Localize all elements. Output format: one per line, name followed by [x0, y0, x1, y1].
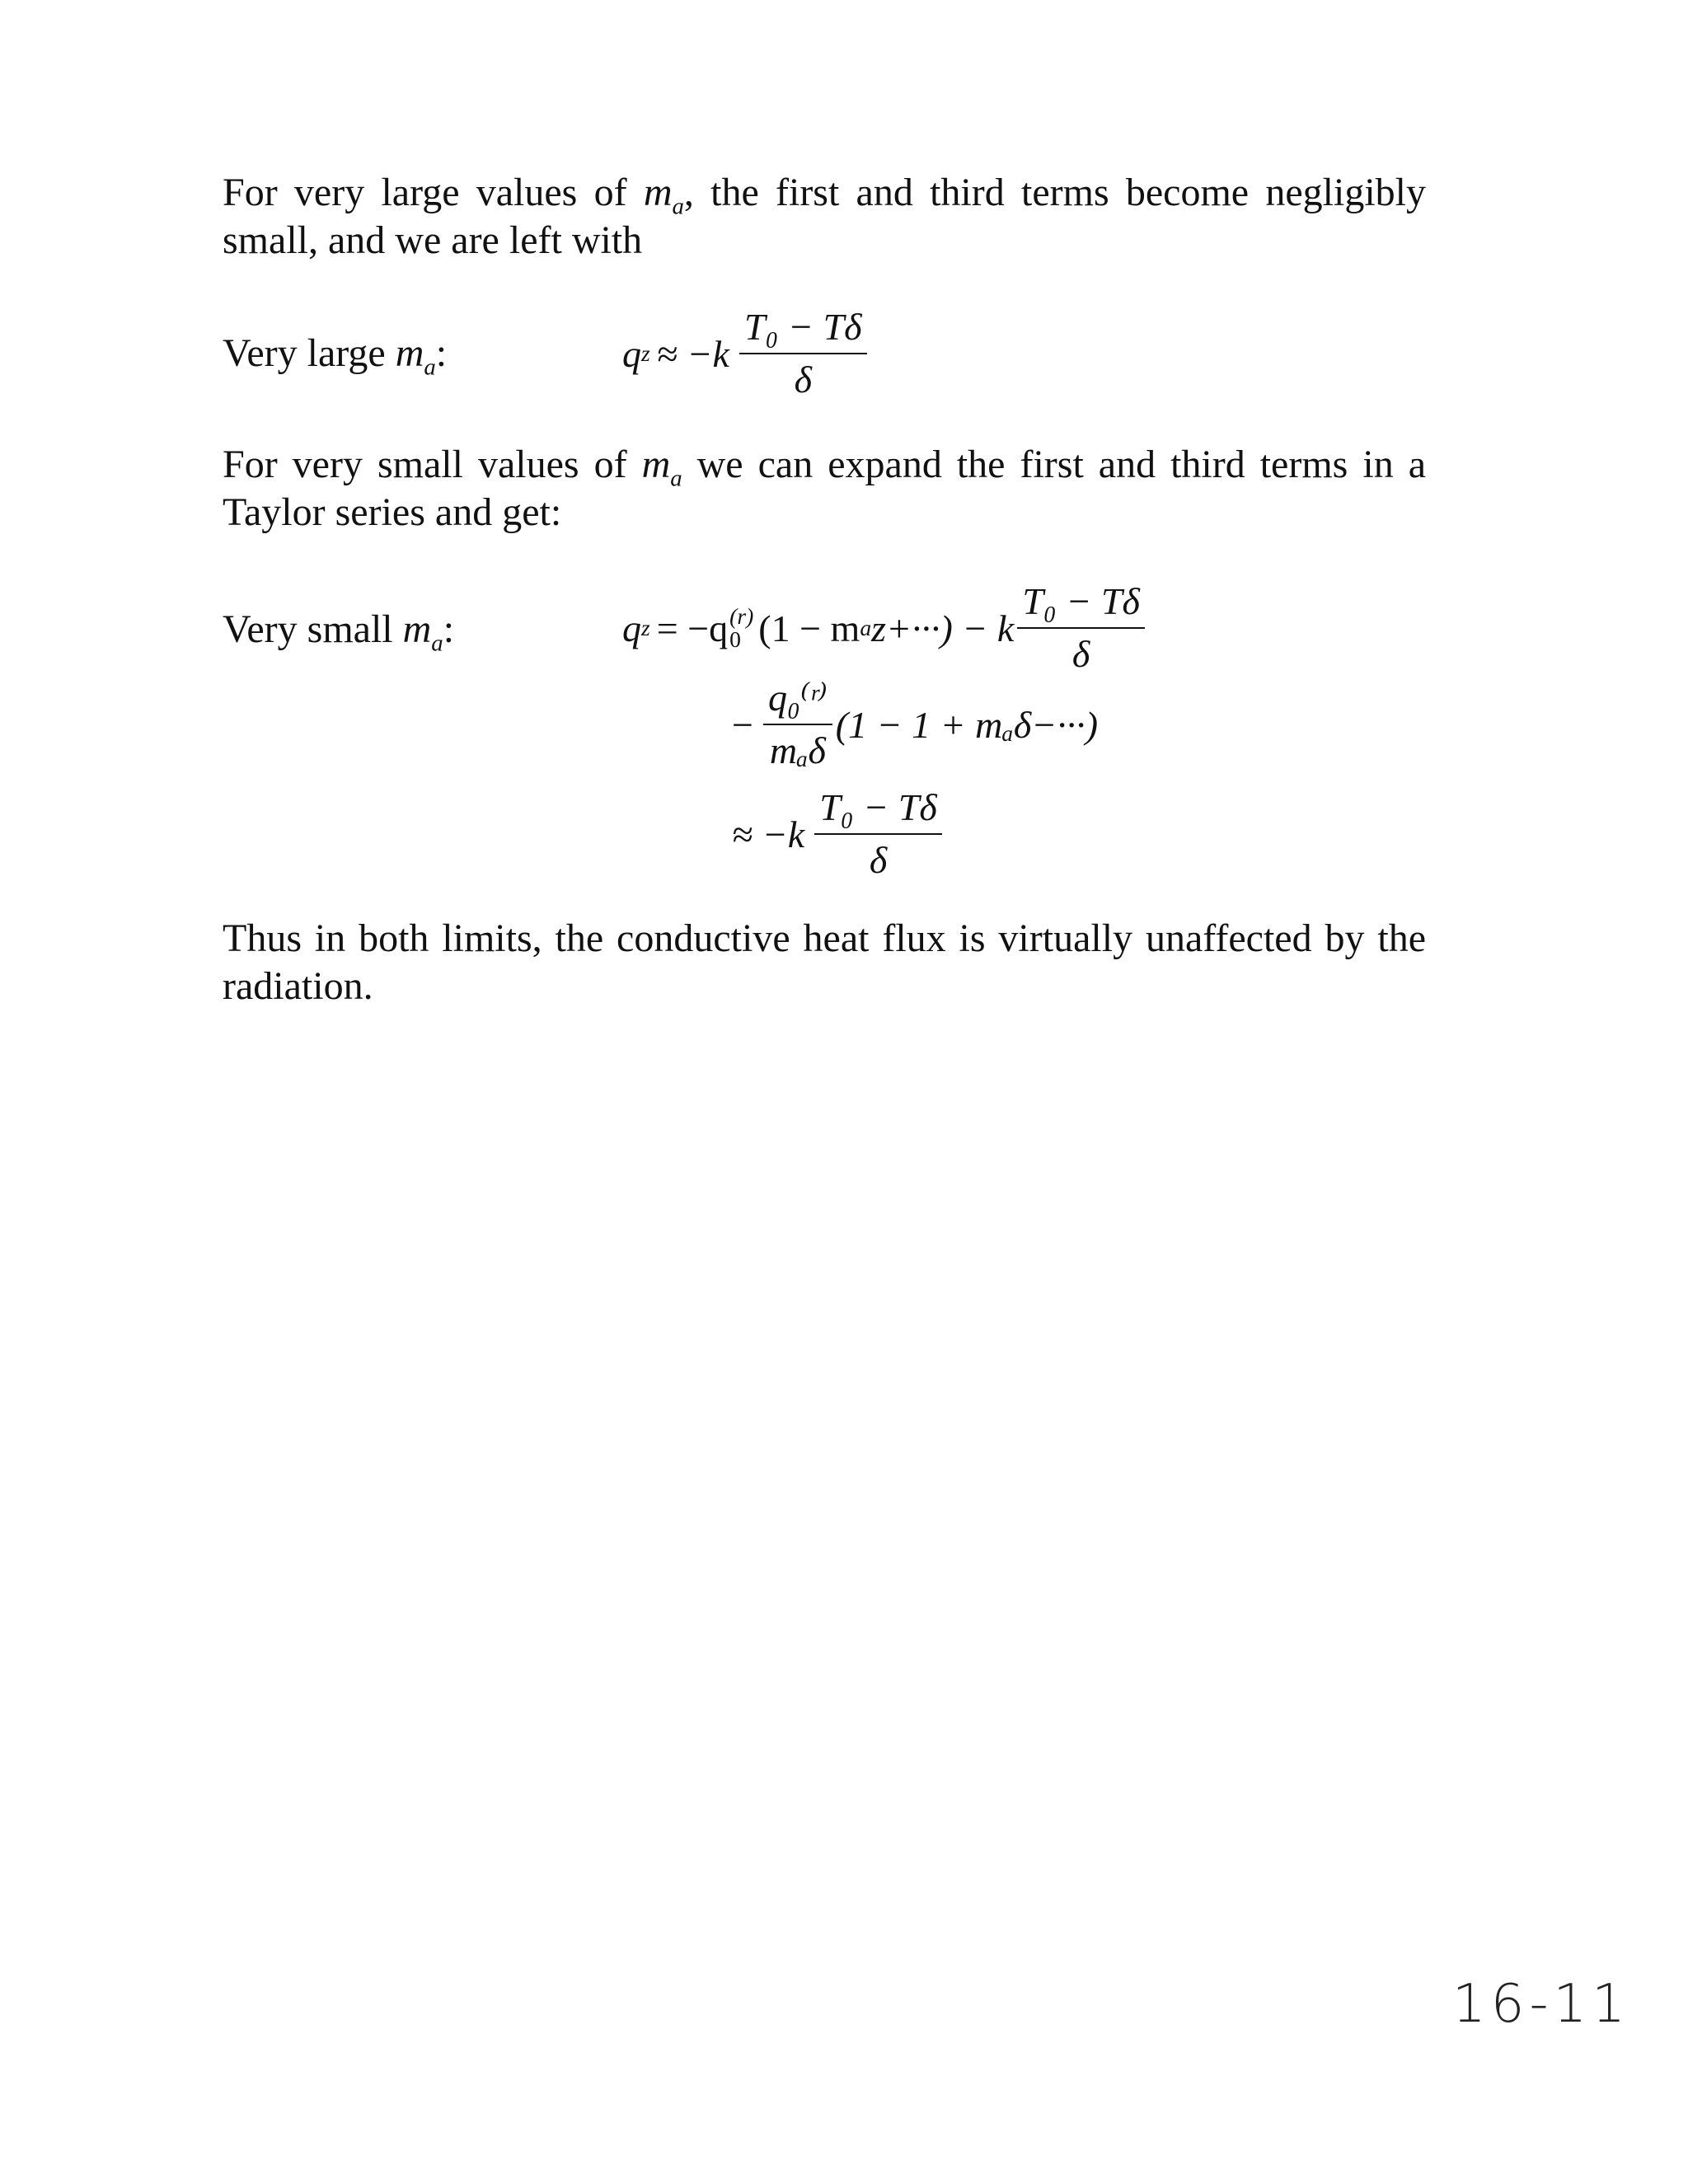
equation-small-line1: q z = −q (r) 0 (1 − m a z+···) − k $\frac{\text{T₀ − Tδ}}{\delta}$	[622, 581, 1148, 675]
eq-small-numerator1: T₀ − Tδ	[1017, 581, 1145, 629]
eq-small-denominator3: δ	[869, 839, 888, 881]
label-small-var: m	[402, 607, 432, 651]
eq-small-fraction1	[1017, 581, 1145, 675]
label-large-sub: a	[424, 354, 436, 381]
equation-small-line2	[725, 677, 1098, 771]
eq-small-term1-indices	[729, 605, 753, 650]
eq-small-lhs: q	[622, 607, 641, 649]
var-m: m	[643, 171, 673, 214]
para2-text-after: we can expand the first and third terms in a Taylor series and get:	[223, 443, 1426, 534]
eq-small-denominator1: δ	[1071, 633, 1090, 675]
para2-text-before: For very small values of	[223, 443, 642, 486]
eq-small-numerator3: T₀ − Tδ	[814, 787, 942, 835]
paragraph-large-ma	[223, 169, 1426, 265]
eq-large-numerator: T₀ − Tδ	[739, 307, 867, 354]
eq-small-paren2: (1 − 1 + mₐδ−···)	[835, 703, 1099, 746]
eq-small-term2: z+···) − k	[871, 607, 1015, 649]
label-very-small	[223, 606, 455, 657]
eq-small-fraction2	[763, 677, 832, 771]
eq-large-lhs: q	[622, 332, 641, 375]
eq-small-minus: −	[732, 703, 753, 746]
equation-large-ma: q z ≈ −k $\frac{\text{T₀ − Tδ}}{\delta}$	[622, 307, 870, 401]
label-large-var: m	[395, 331, 424, 375]
label-very-large	[223, 330, 448, 381]
para1-text-before: For very large values of	[223, 171, 644, 214]
var-m-sub: a	[672, 193, 684, 220]
eq-large-denominator: δ	[794, 359, 812, 401]
paragraph-conclusion: Thus in both limits, the conductive heat flux is virtually unaffected by the radiation.	[223, 916, 1426, 1008]
label-small-text: Very small	[223, 607, 403, 651]
para1-text-after: , the first and third terms become negligibly small, and we are left with	[223, 171, 1426, 262]
label-small-sub: a	[431, 630, 443, 657]
label-large-text: Very large	[223, 331, 396, 375]
eq-large-fraction	[739, 307, 867, 401]
eq-small-rel3: ≈ −k	[732, 813, 805, 855]
page-number: 16-11	[1452, 1974, 1630, 2035]
var-m2-sub: a	[670, 465, 682, 492]
eq-small-sup: (r)	[729, 603, 754, 630]
eq-small-paren-open: (1 − m	[758, 607, 860, 649]
eq-small-term1: = −q	[656, 607, 729, 649]
eq-large-rel: ≈ −k	[656, 332, 729, 375]
equation-small-line3	[725, 787, 945, 881]
eq-small-numerator2: q₀⁽ʳ⁾	[763, 677, 832, 725]
var-m2: m	[641, 443, 671, 486]
paragraph-small-ma	[223, 441, 1426, 537]
eq-small-sub: 0	[729, 626, 741, 652]
label-small-colon: :	[443, 607, 455, 651]
eq-small-fraction3	[814, 787, 942, 881]
label-large-colon: :	[435, 331, 448, 375]
eq-small-denominator2: mₐδ	[769, 729, 826, 771]
